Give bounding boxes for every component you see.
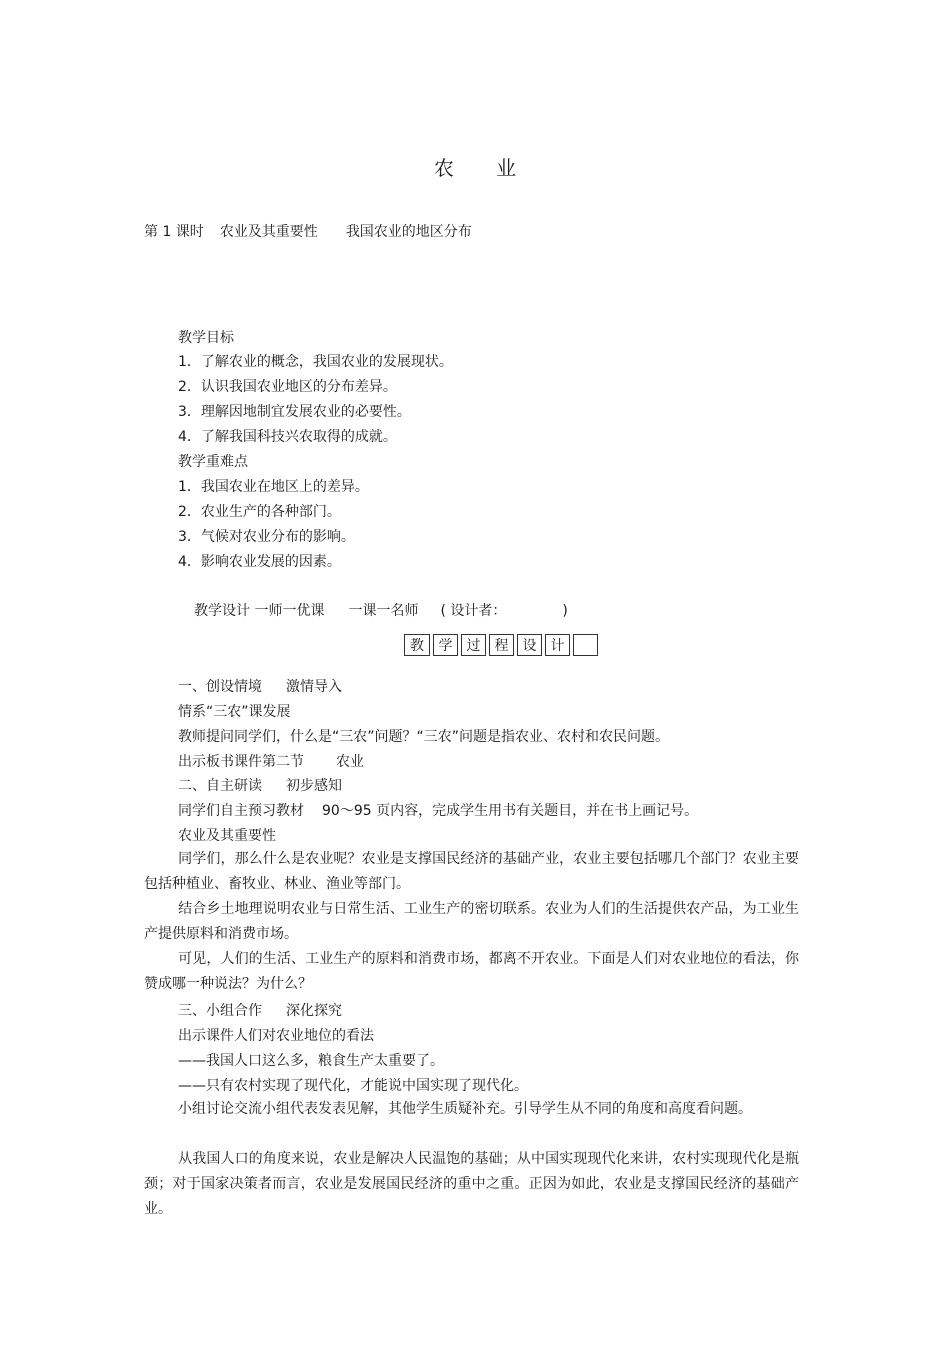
subtitle-part-1: 农业及其重要性 xyxy=(219,224,318,240)
paragraph-text: 结合乡土地理说明农业与日常生活、工业生产的密切联系。农业为人们的生活提供农产品，为工业生产提供原料和消费市场。 xyxy=(144,901,799,942)
goal-item: 2．认识我国农业地区的分布差异。 xyxy=(178,379,397,395)
goals-heading: 教学目标 xyxy=(178,330,234,346)
process-box: 过 xyxy=(461,634,486,656)
paragraph-text: 小组讨论交流小组代表发表见解，其他学生质疑补充。引导学生从不同的角度和高度看问题。 xyxy=(178,1101,752,1117)
difficulty-item: 2．农业生产的各种部门。 xyxy=(178,504,341,520)
difficulty-item: 4．影响农业发展的因素。 xyxy=(178,554,341,570)
heading-part: 深化探究 xyxy=(286,1003,342,1019)
designer-close: ) xyxy=(562,603,568,619)
show-part: 农业 xyxy=(336,754,364,770)
section-2-preview xyxy=(178,800,698,820)
page-title: 农 业 xyxy=(433,156,535,180)
heading-part: 一、创设情境 xyxy=(178,679,262,695)
difficulty-item: 3．气候对农业分布的影响。 xyxy=(178,529,355,545)
difficulty-item: 1．我国农业在地区上的差异。 xyxy=(178,479,369,495)
view-item: ——我国人口这么多，粮食生产太重要了。 xyxy=(178,1053,444,1069)
heading-part: 激情导入 xyxy=(286,679,342,695)
section-1-question: 教师提问同学们，什么是“三农”问题？“三农”问题是指农业、农村和农民问题。 xyxy=(178,729,670,745)
section-3-heading xyxy=(178,1000,342,1020)
goal-item: 4．了解我国科技兴农取得的成就。 xyxy=(178,429,397,445)
process-box: 程 xyxy=(489,634,514,656)
paragraph xyxy=(144,1147,799,1222)
show-part: 出示板书课件第二节 xyxy=(178,754,304,770)
difficulties-heading: 教学重难点 xyxy=(178,454,248,470)
goal-item: 1．了解农业的概念，我国农业的发展现状。 xyxy=(178,354,453,370)
process-box: 计 xyxy=(545,634,570,656)
heading-part: 初步感知 xyxy=(286,778,342,794)
design-label: 教学设计 一师一优课 xyxy=(194,603,325,619)
process-title-boxes xyxy=(404,634,601,656)
heading-part: 二、自主研读 xyxy=(178,778,262,794)
section-2-sub: 农业及其重要性 xyxy=(178,828,276,844)
paragraph-text: 从我国人口的角度来说，农业是解决人民温饱的基础；从中国实现现代化来讲，农村实现现代化是瓶颈；对于国家决策者而言，农业是发展国民经济的重中之重。正因为如此，农业是支撑国民经济的基础产业。 xyxy=(144,1151,799,1217)
preview-part: 同学们自主预习教材 xyxy=(178,803,304,819)
section-1-show xyxy=(178,751,364,771)
goal-item: 3．理解因地制宜发展农业的必要性。 xyxy=(178,404,411,420)
design-line xyxy=(194,600,568,620)
section-1-heading xyxy=(178,676,342,696)
process-box: 设 xyxy=(517,634,542,656)
paragraph xyxy=(144,847,799,897)
paragraph xyxy=(144,1097,799,1122)
process-box: 教 xyxy=(404,634,430,656)
process-box: 学 xyxy=(433,634,458,656)
heading-part: 三、小组合作 xyxy=(178,1003,262,1019)
lesson-subtitle xyxy=(144,221,472,241)
preview-part: 90～95 页内容，完成学生用书有关题目，并在书上画记号。 xyxy=(322,803,699,819)
paragraph-text: 可见，人们的生活、工业生产的原料和消费市场，都离不开农业。下面是人们对农业地位的看法，你赞成哪一种说法？为什么？ xyxy=(144,951,799,992)
section-3-show: 出示课件人们对农业地位的看法 xyxy=(178,1028,374,1044)
paragraph xyxy=(144,897,799,947)
paragraph xyxy=(144,947,799,997)
subtitle-part-2: 我国农业的地区分布 xyxy=(345,224,472,240)
section-2-heading xyxy=(178,775,342,795)
design-label-2: 一课一名师 xyxy=(348,603,419,619)
section-1-sub: 情系“三农”课发展 xyxy=(178,704,291,720)
view-item: ——只有农村实现了现代化，才能说中国实现了现代化。 xyxy=(178,1078,528,1094)
designer-label: ( 设计者： xyxy=(440,603,507,619)
process-box-empty xyxy=(573,634,598,656)
paragraph-text: 同学们，那么什么是农业呢？农业是支撑国民经济的基础产业，农业主要包括哪几个部门？农业主要包括种植业、畜牧业、林业、渔业等部门。 xyxy=(144,851,799,892)
lesson-number: 第 1 课时 xyxy=(144,224,204,240)
